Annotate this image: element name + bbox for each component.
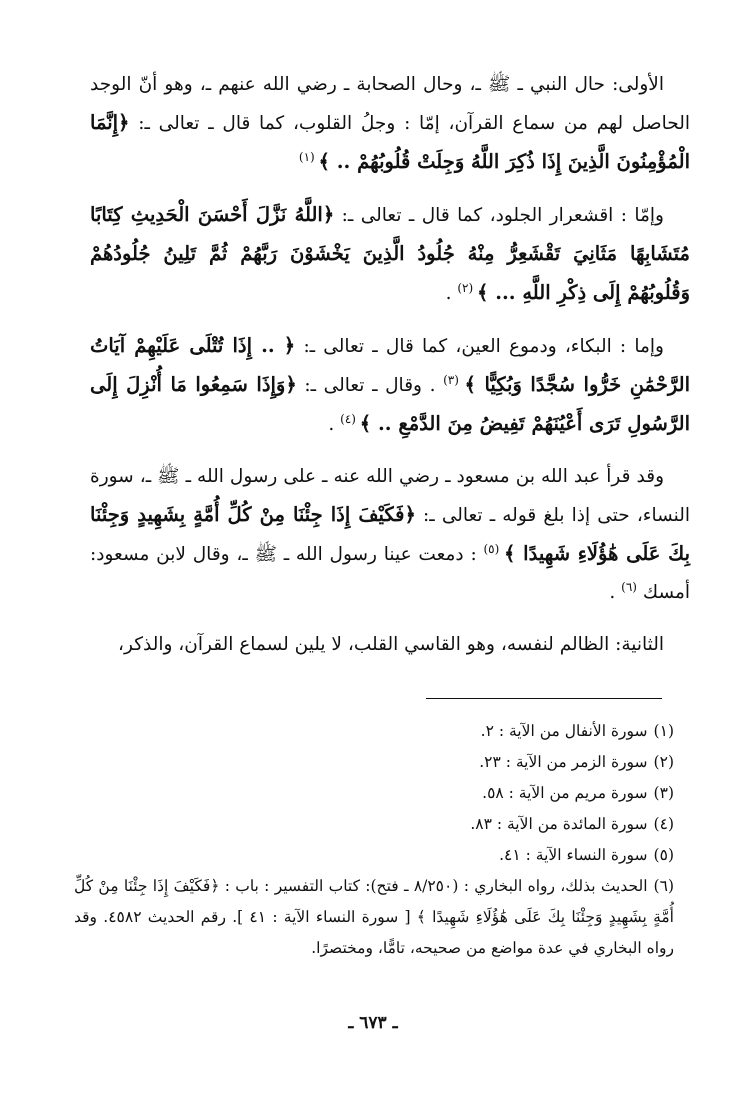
footnote-text: سورة الأنفال من الآية : ٢. — [480, 722, 648, 740]
footnote-ref: (١) — [298, 149, 319, 164]
footnote-4 — [74, 809, 674, 840]
paragraph-3 — [90, 327, 690, 444]
paragraph-1 — [90, 66, 690, 182]
page-number: ـ ٦٧٣ ـ — [348, 1013, 398, 1033]
footnote-1 — [74, 716, 674, 747]
paragraph-4 — [90, 458, 690, 612]
quran-verse: ﴿اللَّهُ نَزَّلَ أَحْسَنَ الْحَدِيثِ كِتَابًا مُتَشَابِهًا مَثَانِيَ تَقْشَعِرُّ مِنْهُ جُلُودُ الَّذِينَ يَخْشَوْنَ رَبَّهُمْ ثُمَّ تَلِينُ جُلُودُهُمْ وَقُلُوبُهُمْ إِلَى ذِكْرِ اللَّهِ ... ﴾ — [90, 203, 690, 304]
text-run: وإمّا : اقشعرار الجلود، كما قال ـ تعالى ـ: — [334, 205, 664, 226]
text-run: الأولى: حال النبي ـ ﷺ ـ، وحال الصحابة ـ رضي الله عنهم ـ، وهو أنّ الوجد الحاصل لهم من سماع القرآن، إمّا : وجلُ القلوب، كما قال ـ تعالى ـ: — [90, 74, 690, 134]
quran-verse: ﴿ .. إِذَا تُتْلَى عَلَيْهِمْ آيَاتُ الرَّحْمَٰنِ خَرُّوا سُجَّدًا وَبُكِيًّا ﴾ — [90, 334, 691, 396]
footnote-number: (٥) — [653, 846, 674, 864]
footnote-number: (٦) — [653, 877, 674, 895]
footnote-6 — [74, 871, 674, 964]
main-text — [90, 66, 690, 678]
footnote-text: الحديث بذلك، رواه البخاري : (٨/٢٥٠ ـ فتح): كتاب التفسير : باب : ﴿فَكَيْفَ إِذَا جِئْنَا مِنْ كُلِّ أُمَّةٍ بِشَهِيدٍ وَجِئْنَا بِكَ عَلَى هَٰؤُلَاءِ شَهِيدًا ﴾ [ سورة النساء الآية : ٤١ ]. رقم الحديث ٤٥٨٢. وقد رواه البخاري في عدة مواضع من صحيحه، تامًّا، ومختصرًا. — [74, 877, 674, 957]
text-run: وقد قرأ عبد الله بن مسعود ـ رضي الله عنه ـ على رسول الله ـ ﷺ ـ، سورة النساء، حتى إذا بلغ قوله ـ تعالى ـ: — [90, 466, 690, 526]
footnote-number: (١) — [653, 722, 674, 740]
text-run: . وقال ـ تعالى ـ: — [296, 375, 444, 396]
footnote-text: سورة المائدة من الآية : ٨٣. — [470, 815, 648, 833]
quran-verse: ﴿إِنَّمَا الْمُؤْمِنُونَ الَّذِينَ إِذَا ذُكِرَ اللَّهُ وَجِلَتْ قُلُوبُهُمْ .. ﴾ — [90, 111, 690, 173]
footnote-number: (٣) — [653, 784, 674, 802]
quran-verse: ﴿فَكَيْفَ إِذَا جِئْنَا مِنْ كُلِّ أُمَّةٍ بِشَهِيدٍ وَجِئْنَا بِكَ عَلَى هَٰؤُلَاءِ شَهِيدًا ﴾ — [90, 503, 691, 565]
quran-verse: ﴿وَإِذَا سَمِعُوا مَا أُنْزِلَ إِلَى الرَّسُولِ تَرَى أَعْيُنَهُمْ تَفِيضُ مِنَ الدَّمْعِ .. ﴾ — [90, 373, 690, 435]
footnote-ref: (٣) — [443, 372, 465, 387]
text-run: . — [609, 582, 622, 603]
footnote-2 — [74, 747, 674, 778]
text-run: وإما : البكاء، ودموع العين، كما قال ـ تعالى ـ: — [295, 336, 664, 357]
footnote-text: سورة مريم من الآية : ٥٨. — [482, 784, 648, 802]
footnote-ref: (٢) — [457, 280, 477, 295]
paragraph-5 — [90, 626, 690, 664]
text-run: . — [445, 283, 458, 304]
footnote-separator — [426, 698, 662, 699]
footnote-text: سورة النساء الآية : ٤١. — [499, 846, 648, 864]
footnote-ref: (٤) — [340, 411, 360, 426]
footnote-number: (٢) — [653, 753, 674, 771]
paragraph-2 — [90, 196, 690, 313]
footnote-text: سورة الزمر من الآية : ٢٣. — [479, 753, 648, 771]
text-run: . — [328, 414, 341, 435]
text-run: : دمعت عينا رسول الله ـ ﷺ ـ، وقال لابن مسعود: أمسك — [90, 544, 690, 603]
footnote-5 — [74, 840, 674, 871]
footnote-ref: (٥) — [483, 541, 505, 556]
footnote-number: (٤) — [653, 815, 674, 833]
footnotes — [74, 716, 674, 964]
footnote-ref: (٦) — [621, 579, 637, 594]
footnote-3 — [74, 778, 674, 809]
text-run: الثانية: الظالم لنفسه، وهو القاسي القلب، لا يلين لسماع القرآن، والذكر، — [118, 634, 664, 655]
